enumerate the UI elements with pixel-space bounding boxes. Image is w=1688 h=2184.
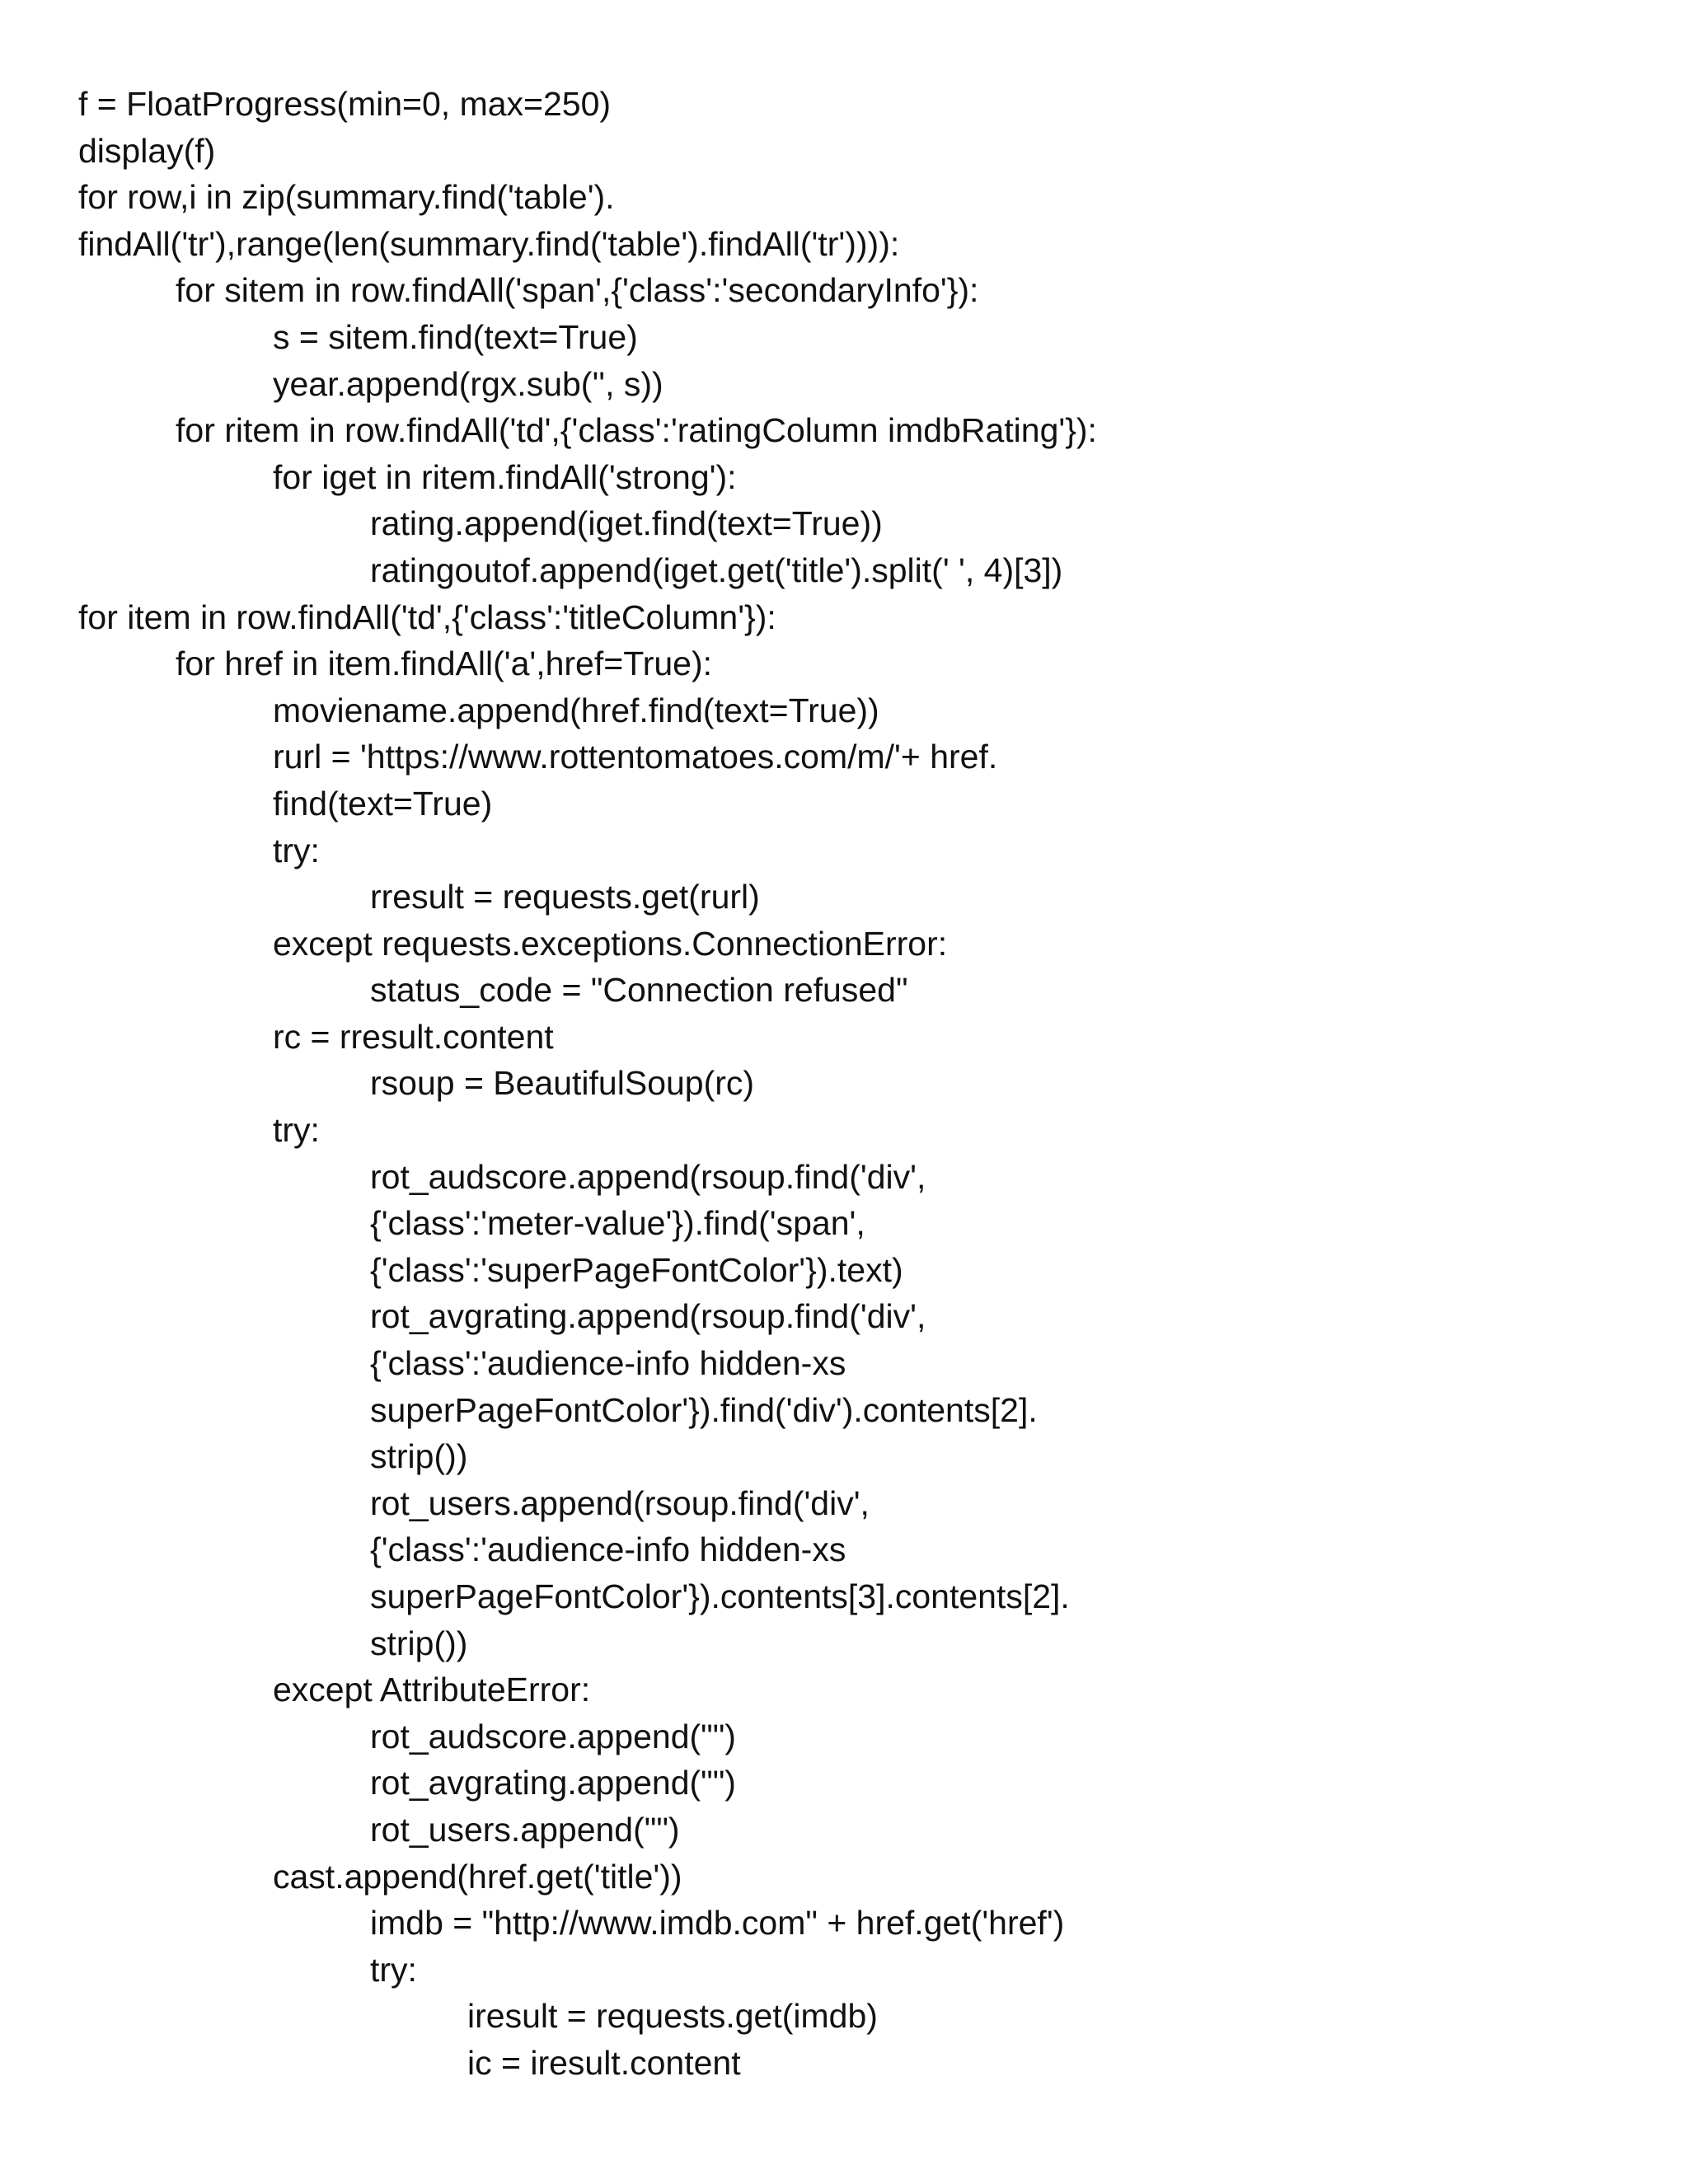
code-line: ratingoutof.append(iget.get('title').split(' ', 4)[3]) [370,551,1063,589]
code-line: moviename.append(href.find(text=True)) [273,691,879,729]
code-line: ic = iresult.content [467,2043,741,2082]
code-line: rot_users.append(rsoup.find('div', [370,1483,870,1522]
code-line: imdb = "http://www.imdb.com" + href.get('href') [370,1904,1065,1943]
code-line: rating.append(iget.find(text=True)) [370,504,883,543]
code-line: for iget in ritem.findAll('strong'): [273,457,737,496]
code-line: for href in item.findAll('a',href=True): [176,644,713,683]
code-line: cast.append(href.get('title')) [273,1857,682,1896]
code-line: s = sitem.find(text=True) [273,317,638,356]
code-line: find(text=True) [273,784,493,823]
code-listing [78,81,1644,2087]
code-line: for sitem in row.findAll('span',{'class':'secondaryInfo'}): [176,271,979,310]
code-line: {'class':'audience-info hidden-xs [370,1344,846,1383]
code-line: for item in row.findAll('td',{'class':'titleColumn'}): [78,598,776,636]
code-line: try: [273,831,320,869]
code-line: for ritem in row.findAll('td',{'class':'ratingColumn imdbRating'}): [176,411,1097,450]
code-line: status_code = "Connection refused" [370,971,908,1010]
code-line: rot_audscore.append(rsoup.find('div', [370,1157,926,1196]
code-line: iresult = requests.get(imdb) [467,1997,878,2036]
code-line: rot_audscore.append("") [370,1717,736,1755]
code-line: try: [273,1111,320,1150]
code-line: strip()) [370,1437,468,1476]
code-line: rot_users.append("") [370,1810,680,1849]
code-line: findAll('tr'),range(len(summary.find('table').findAll('tr')))): [78,224,900,263]
code-line: {'class':'superPageFontColor'}).text) [370,1250,903,1289]
code-line: superPageFontColor'}).find('div').contents[2]. [370,1390,1038,1429]
code-line: f = FloatProgress(min=0, max=250) [78,85,612,123]
code-line: except AttributeError: [273,1671,591,1709]
code-line: {'class':'audience-info hidden-xs [370,1530,846,1569]
code-line: rurl = 'https://www.rottentomatoes.com/m/'+ href. [273,738,998,776]
code-line: except requests.exceptions.ConnectionError: [273,924,948,963]
code-line: strip()) [370,1624,468,1662]
code-line: rresult = requests.get(rurl) [370,878,760,916]
code-line: {'class':'meter-value'}).find('span', [370,1204,865,1243]
code-line: rsoup = BeautifulSoup(rc) [370,1064,755,1103]
code-line: rot_avgrating.append(rsoup.find('div', [370,1297,926,1336]
code-line: rc = rresult.content [273,1017,554,1056]
code-line: try: [370,1950,417,1989]
code-line: year.append(rgx.sub('', s)) [273,364,663,403]
code-line: for row,i in zip(summary.find('table'). [78,178,615,217]
code-line: display(f) [78,131,216,170]
code-line: rot_avgrating.append("") [370,1764,736,1802]
code-line: superPageFontColor'}).contents[3].contents[2]. [370,1577,1070,1615]
